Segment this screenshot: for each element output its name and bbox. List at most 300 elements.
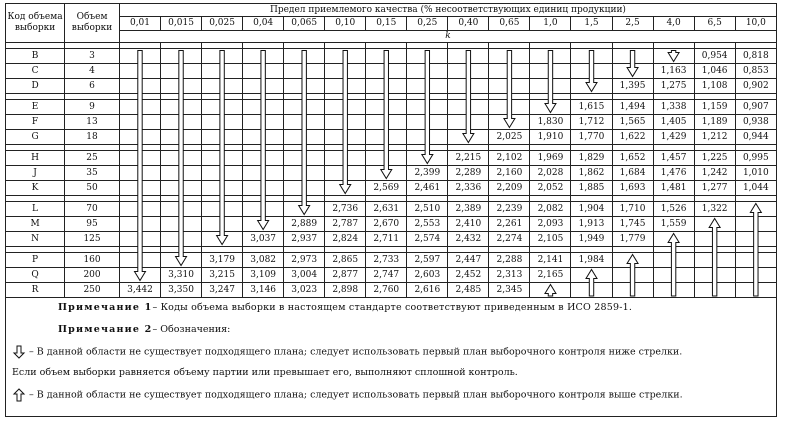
k-value-cell: [325, 115, 366, 130]
aql-header-cell: 0,015: [161, 17, 202, 31]
k-value-cell: 2,209: [489, 181, 530, 196]
k-table-body: [6, 43, 777, 298]
k-value-cell: 1,212: [694, 130, 735, 145]
sample-size-cell: 6: [65, 79, 120, 94]
k-value-cell: [161, 217, 202, 232]
k-value-cell: [119, 166, 160, 181]
k-value-cell: 2,574: [407, 232, 448, 247]
k-value-cell: [202, 202, 243, 217]
k-value-cell: [489, 49, 530, 64]
k-value-cell: [612, 64, 653, 79]
k-value-cell: [119, 268, 160, 283]
k-value-cell: 2,877: [325, 268, 366, 283]
k-value-cell: 2,288: [489, 253, 530, 268]
sample-code-cell: N: [6, 232, 65, 247]
sample-code-cell: C: [6, 64, 65, 79]
k-value-cell: 2,631: [366, 202, 407, 217]
k-value-cell: [571, 79, 612, 94]
k-value-cell: [530, 100, 571, 115]
k-value-cell: 2,093: [530, 217, 571, 232]
aql-title: Предел приемлемого качества (% несоответствующих единиц продукции): [119, 4, 776, 17]
k-value-cell: 2,025: [489, 130, 530, 145]
k-value-cell: [735, 202, 776, 217]
k-value-cell: 0,995: [735, 151, 776, 166]
sample-size-cell: 160: [65, 253, 120, 268]
aql-header-cell: 4,0: [653, 17, 694, 31]
k-value-cell: [202, 217, 243, 232]
full-control-note: Если объем выборки равняется объему партии или превышает его, выполняют сплошной контроль.: [12, 367, 518, 378]
k-value-cell: [243, 181, 284, 196]
k-value-cell: 1,395: [612, 79, 653, 94]
k-value-cell: [653, 268, 694, 283]
size-header: Объем выборки: [65, 4, 120, 43]
k-value-cell: [448, 115, 489, 130]
k-value-cell: 3,247: [202, 283, 243, 298]
k-value-cell: 2,569: [366, 181, 407, 196]
k-value-cell: 1,338: [653, 100, 694, 115]
aql-header-cell: 0,40: [448, 17, 489, 31]
aql-header-cell: 6,5: [694, 17, 735, 31]
k-value-cell: [202, 49, 243, 64]
k-value-cell: 2,461: [407, 181, 448, 196]
k-value-cell: [284, 64, 325, 79]
k-value-cell: 2,510: [407, 202, 448, 217]
k-value-cell: [325, 181, 366, 196]
sample-size-cell: 4: [65, 64, 120, 79]
aql-header-cell: 0,15: [366, 17, 407, 31]
k-value-cell: [735, 253, 776, 268]
k-value-cell: [366, 166, 407, 181]
sample-size-cell: 3: [65, 49, 120, 64]
aql-header-cell: 0,65: [489, 17, 530, 31]
k-value-cell: 2,736: [325, 202, 366, 217]
k-values-table: [5, 3, 777, 298]
k-value-cell: [325, 151, 366, 166]
sample-code-cell: L: [6, 202, 65, 217]
k-value-cell: [735, 268, 776, 283]
table-row: [6, 202, 777, 217]
k-value-cell: [284, 79, 325, 94]
k-value-cell: [202, 181, 243, 196]
table-row: [6, 283, 777, 298]
code-header: Код объема выборки: [6, 4, 65, 43]
k-value-cell: 2,239: [489, 202, 530, 217]
k-value-cell: 1,275: [653, 79, 694, 94]
k-value-cell: 2,616: [407, 283, 448, 298]
k-value-cell: 2,274: [489, 232, 530, 247]
k-value-cell: 2,973: [284, 253, 325, 268]
k-value-cell: [530, 283, 571, 298]
k-value-cell: [161, 151, 202, 166]
aql-header-row: [6, 17, 777, 31]
k-value-cell: 2,597: [407, 253, 448, 268]
k-value-cell: [407, 130, 448, 145]
k-value-cell: [161, 130, 202, 145]
k-value-cell: [325, 100, 366, 115]
table-row: [6, 64, 777, 79]
k-value-cell: [161, 181, 202, 196]
k-value-cell: [366, 49, 407, 64]
k-value-cell: [161, 64, 202, 79]
sample-size-cell: 70: [65, 202, 120, 217]
k-value-cell: 3,179: [202, 253, 243, 268]
k-value-cell: [366, 115, 407, 130]
table-row: [6, 151, 777, 166]
k-value-cell: 2,345: [489, 283, 530, 298]
k-value-cell: 1,779: [612, 232, 653, 247]
k-value-cell: 3,310: [161, 268, 202, 283]
k-value-cell: [243, 115, 284, 130]
k-value-cell: [119, 79, 160, 94]
note-2: [58, 324, 230, 335]
table-row: [6, 49, 777, 64]
k-value-cell: 2,289: [448, 166, 489, 181]
k-value-cell: [119, 202, 160, 217]
k-value-cell: [735, 283, 776, 298]
k-value-cell: [366, 64, 407, 79]
k-value-cell: 2,603: [407, 268, 448, 283]
k-value-cell: 2,711: [366, 232, 407, 247]
k-value-cell: [407, 115, 448, 130]
k-value-cell: [571, 64, 612, 79]
k-value-cell: [284, 100, 325, 115]
k-value-cell: 2,747: [366, 268, 407, 283]
k-value-cell: [448, 79, 489, 94]
k-value-cell: 1,885: [571, 181, 612, 196]
k-table-document: [5, 3, 777, 417]
k-value-cell: 3,023: [284, 283, 325, 298]
k-value-cell: 2,389: [448, 202, 489, 217]
sample-code-cell: P: [6, 253, 65, 268]
k-value-cell: 0,907: [735, 100, 776, 115]
k-value-cell: [202, 151, 243, 166]
k-value-cell: [243, 49, 284, 64]
k-value-cell: 1,481: [653, 181, 694, 196]
k-value-cell: 2,898: [325, 283, 366, 298]
k-value-cell: [407, 49, 448, 64]
sample-code-cell: D: [6, 79, 65, 94]
k-value-cell: 1,969: [530, 151, 571, 166]
note-1: [58, 302, 632, 313]
k-value-cell: 3,109: [243, 268, 284, 283]
k-value-cell: [119, 64, 160, 79]
k-value-cell: 2,889: [284, 217, 325, 232]
k-value-cell: 1,010: [735, 166, 776, 181]
table-row: [6, 268, 777, 283]
aql-header-cell: 2,5: [612, 17, 653, 31]
aql-header-cell: 0,25: [407, 17, 448, 31]
k-value-cell: [243, 79, 284, 94]
table-row: [6, 232, 777, 247]
k-value-cell: 1,913: [571, 217, 612, 232]
aql-header-cell: 0,065: [284, 17, 325, 31]
k-value-cell: [284, 181, 325, 196]
k-value-cell: [530, 49, 571, 64]
k-value-cell: [202, 115, 243, 130]
k-value-cell: 1,770: [571, 130, 612, 145]
k-value-cell: [366, 100, 407, 115]
k-value-cell: 3,037: [243, 232, 284, 247]
k-value-cell: 1,615: [571, 100, 612, 115]
k-value-cell: [202, 130, 243, 145]
k-value-cell: [202, 100, 243, 115]
k-value-cell: [612, 49, 653, 64]
k-value-cell: [489, 115, 530, 130]
note-2-label: Примечание 2: [58, 324, 153, 335]
k-value-cell: [243, 64, 284, 79]
k-value-cell: [119, 217, 160, 232]
k-value-cell: [694, 232, 735, 247]
k-value-cell: [119, 181, 160, 196]
k-value-cell: 1,405: [653, 115, 694, 130]
k-value-cell: 1,046: [694, 64, 735, 79]
k-value-cell: 2,865: [325, 253, 366, 268]
table-row: [6, 100, 777, 115]
k-value-cell: [284, 151, 325, 166]
k-value-cell: 1,457: [653, 151, 694, 166]
k-value-cell: [161, 115, 202, 130]
k-value-cell: 2,105: [530, 232, 571, 247]
k-value-cell: 1,984: [571, 253, 612, 268]
k-value-cell: [407, 100, 448, 115]
k-value-cell: [284, 166, 325, 181]
k-value-cell: [530, 79, 571, 94]
k-value-cell: [489, 100, 530, 115]
k-value-cell: 2,082: [530, 202, 571, 217]
k-value-cell: [202, 64, 243, 79]
k-value-cell: [202, 166, 243, 181]
sample-code-cell: K: [6, 181, 65, 196]
k-value-cell: 2,670: [366, 217, 407, 232]
sample-size-cell: 50: [65, 181, 120, 196]
k-value-cell: [243, 217, 284, 232]
k-value-cell: 0,938: [735, 115, 776, 130]
k-value-cell: [243, 166, 284, 181]
k-value-cell: [161, 253, 202, 268]
table-row: [6, 181, 777, 196]
aql-header-cell: 1,5: [571, 17, 612, 31]
table-row: [6, 79, 777, 94]
k-value-cell: [119, 100, 160, 115]
k-value-cell: 1,163: [653, 64, 694, 79]
k-value-cell: [653, 253, 694, 268]
sample-code-cell: R: [6, 283, 65, 298]
k-value-cell: 1,242: [694, 166, 735, 181]
k-value-cell: 2,447: [448, 253, 489, 268]
up-legend-text: – В данной области не существует подходящего плана; следует использовать первый план выборочного контроля выше стрелки.: [29, 389, 683, 401]
aql-header-cell: 0,025: [202, 17, 243, 31]
k-value-cell: [489, 64, 530, 79]
sample-code-cell: B: [6, 49, 65, 64]
sample-code-cell: J: [6, 166, 65, 181]
k-value-cell: 1,652: [612, 151, 653, 166]
k-value-cell: 1,684: [612, 166, 653, 181]
aql-header-cell: 0,04: [243, 17, 284, 31]
k-value-cell: [694, 283, 735, 298]
sample-code-cell: Q: [6, 268, 65, 283]
k-value-cell: [243, 130, 284, 145]
k-value-cell: 1,429: [653, 130, 694, 145]
k-value-cell: 1,693: [612, 181, 653, 196]
k-value-cell: [530, 64, 571, 79]
k-value-cell: 3,146: [243, 283, 284, 298]
table-row: [6, 253, 777, 268]
k-value-cell: 0,954: [694, 49, 735, 64]
k-value-cell: [612, 253, 653, 268]
k-value-cell: [571, 268, 612, 283]
k-value-cell: 1,526: [653, 202, 694, 217]
sample-code-cell: G: [6, 130, 65, 145]
k-value-cell: [119, 115, 160, 130]
k-value-cell: [119, 151, 160, 166]
k-value-cell: 2,760: [366, 283, 407, 298]
k-value-cell: [694, 217, 735, 232]
k-value-cell: 2,028: [530, 166, 571, 181]
k-value-cell: 3,215: [202, 268, 243, 283]
k-value-cell: [407, 64, 448, 79]
k-value-cell: 2,313: [489, 268, 530, 283]
k-value-cell: [161, 166, 202, 181]
up-legend: [12, 388, 683, 402]
k-value-cell: 1,277: [694, 181, 735, 196]
k-value-cell: [694, 253, 735, 268]
k-value-cell: [571, 283, 612, 298]
k-value-cell: [694, 268, 735, 283]
k-value-cell: 1,904: [571, 202, 612, 217]
k-value-cell: [243, 151, 284, 166]
k-value-cell: 3,004: [284, 268, 325, 283]
k-value-cell: [366, 130, 407, 145]
k-value-cell: [653, 232, 694, 247]
k-value-cell: 2,141: [530, 253, 571, 268]
k-value-cell: [653, 283, 694, 298]
table-row: [6, 115, 777, 130]
k-value-cell: 1,494: [612, 100, 653, 115]
k-value-cell: [161, 202, 202, 217]
aql-header-cell: 0,10: [325, 17, 366, 31]
k-value-cell: [161, 100, 202, 115]
k-value-cell: 2,824: [325, 232, 366, 247]
k-value-cell: [119, 130, 160, 145]
up-arrow-icon: [12, 388, 26, 402]
k-value-cell: 0,818: [735, 49, 776, 64]
k-value-cell: 1,862: [571, 166, 612, 181]
k-value-cell: 2,052: [530, 181, 571, 196]
sample-size-cell: 13: [65, 115, 120, 130]
sample-size-cell: 200: [65, 268, 120, 283]
sample-size-cell: 25: [65, 151, 120, 166]
k-value-cell: [325, 130, 366, 145]
k-value-cell: 2,165: [530, 268, 571, 283]
sample-size-cell: 18: [65, 130, 120, 145]
k-value-cell: 1,225: [694, 151, 735, 166]
k-value-cell: 2,432: [448, 232, 489, 247]
down-legend: [12, 345, 682, 359]
k-value-cell: 2,485: [448, 283, 489, 298]
k-value-cell: [243, 100, 284, 115]
sample-size-cell: 250: [65, 283, 120, 298]
k-value-cell: [202, 232, 243, 247]
k-value-cell: [161, 49, 202, 64]
k-value-cell: 0,853: [735, 64, 776, 79]
k-value-cell: 1,159: [694, 100, 735, 115]
k-value-cell: [243, 202, 284, 217]
down-legend-text: – В данной области не существует подходящего плана; следует использовать первый план выборочного контроля ниже стрелки.: [29, 346, 683, 358]
k-value-cell: [448, 100, 489, 115]
k-value-cell: [571, 49, 612, 64]
k-value-cell: [161, 232, 202, 247]
k-value-cell: [448, 49, 489, 64]
k-value-cell: 1,559: [653, 217, 694, 232]
k-value-cell: [735, 217, 776, 232]
k-value-cell: [448, 64, 489, 79]
aql-header-cell: 0,01: [119, 17, 160, 31]
k-value-cell: 1,044: [735, 181, 776, 196]
k-value-cell: [448, 130, 489, 145]
k-value-cell: 3,082: [243, 253, 284, 268]
k-value-cell: [161, 79, 202, 94]
sample-code-cell: M: [6, 217, 65, 232]
k-value-cell: 0,902: [735, 79, 776, 94]
note-2-text: – Обозначения:: [152, 324, 231, 335]
k-value-cell: [653, 49, 694, 64]
table-row: [6, 130, 777, 145]
k-value-cell: 1,108: [694, 79, 735, 94]
k-value-cell: [284, 202, 325, 217]
k-value-cell: 1,565: [612, 115, 653, 130]
k-value-cell: 0,944: [735, 130, 776, 145]
k-value-cell: 2,410: [448, 217, 489, 232]
k-value-cell: 1,910: [530, 130, 571, 145]
k-value-cell: 2,553: [407, 217, 448, 232]
k-value-cell: [202, 79, 243, 94]
aql-header-cell: 1,0: [530, 17, 571, 31]
k-value-cell: [284, 130, 325, 145]
sample-size-cell: 125: [65, 232, 120, 247]
k-value-cell: 2,399: [407, 166, 448, 181]
table-row: [6, 166, 777, 181]
k-value-cell: [407, 151, 448, 166]
k-value-cell: [366, 79, 407, 94]
k-value-cell: 1,189: [694, 115, 735, 130]
sample-code-cell: E: [6, 100, 65, 115]
k-value-cell: 1,322: [694, 202, 735, 217]
k-value-cell: [735, 232, 776, 247]
k-value-cell: 2,261: [489, 217, 530, 232]
sample-code-cell: F: [6, 115, 65, 130]
k-value-cell: 1,712: [571, 115, 612, 130]
k-value-cell: [407, 79, 448, 94]
k-value-cell: 1,745: [612, 217, 653, 232]
k-value-cell: 2,215: [448, 151, 489, 166]
table-row: [6, 217, 777, 232]
k-value-cell: 1,949: [571, 232, 612, 247]
k-value-cell: 2,336: [448, 181, 489, 196]
k-value-cell: [612, 268, 653, 283]
down-arrow-icon: [12, 345, 26, 359]
k-value-cell: 2,787: [325, 217, 366, 232]
k-value-cell: 1,476: [653, 166, 694, 181]
sample-size-cell: 9: [65, 100, 120, 115]
k-value-cell: [325, 79, 366, 94]
k-value-cell: 2,160: [489, 166, 530, 181]
sample-code-cell: H: [6, 151, 65, 166]
k-value-cell: [325, 166, 366, 181]
k-value-cell: 2,733: [366, 253, 407, 268]
k-value-cell: [284, 115, 325, 130]
sample-size-cell: 35: [65, 166, 120, 181]
notes-block: [5, 298, 777, 417]
